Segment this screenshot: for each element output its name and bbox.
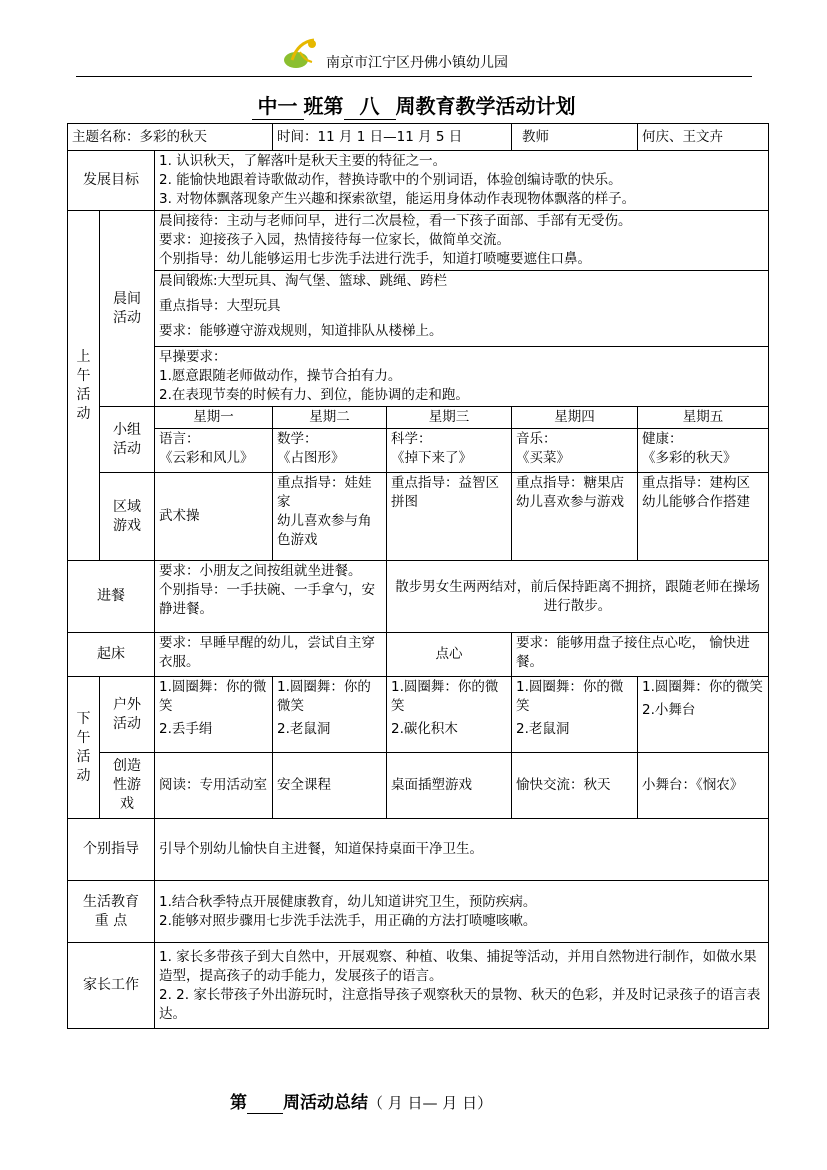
title-mid2: 周教育教学活动计划 — [395, 94, 576, 118]
school-name: 南京市江宁区丹佛小镇幼儿园 — [326, 55, 508, 71]
exercise-line: 晨间锻炼:大型玩具、淘气堡、篮球、跳绳、跨栏 — [159, 273, 448, 289]
outdoor-cell-friday — [638, 677, 769, 753]
goal-item: 1. 认识秋天，了解落叶是秋天主要的特征之一。 — [159, 153, 447, 169]
area-cell-wednesday — [387, 473, 512, 561]
group-cell-monday — [155, 429, 273, 473]
group-title: 《占图形》 — [277, 450, 345, 466]
day-monday: 星期一 — [155, 407, 273, 429]
snack-label: 点心 — [387, 633, 512, 677]
group-cell-thursday — [512, 429, 638, 473]
goal-item: 3. 对物体飘落现象产生兴趣和探索欲望，能运用身体动作表现物体飘落的样子。 — [159, 191, 636, 207]
creative-cell-monday: 阅读：专用活动室 — [155, 753, 273, 819]
individual-content: 引导个别幼儿愉快自主进餐，知道保持桌面干净卫生。 — [155, 819, 769, 881]
area-line: 幼儿能够合作搭建 — [642, 494, 751, 510]
reception-line: 个别指导：幼儿能够运用七步洗手法进行洗手，知道打喷嚏要遮住口鼻。 — [159, 251, 591, 267]
page-header — [76, 36, 752, 77]
drill-line: 早操要求： — [159, 349, 227, 365]
title-class: 中一 — [252, 90, 304, 120]
drill-line: 2.在表现节奏的时候有力、到位，能协调的走和跑。 — [159, 387, 469, 403]
creative-cell-friday: 小舞台：《悯农》 — [638, 753, 769, 819]
group-cell-wednesday — [387, 429, 512, 473]
outdoor-line: 1.圆圈舞：你的微笑 — [642, 679, 763, 695]
group-title: 《多彩的秋天》 — [642, 450, 737, 466]
day-friday: 星期五 — [638, 407, 769, 429]
summary-prefix: 第 — [230, 1093, 247, 1113]
parents-content — [155, 943, 769, 1029]
area-cell-tuesday — [273, 473, 387, 561]
area-line: 重点指导：建构区 — [642, 475, 751, 491]
plan-table — [67, 123, 769, 1029]
group-cell-friday — [638, 429, 769, 473]
outdoor-line: 2.小舞台 — [642, 702, 696, 718]
area-line: 幼儿喜欢参与角色游戏 — [277, 513, 372, 548]
area-line: 重点指导：益智区 — [391, 475, 499, 491]
outdoor-line: 2.老鼠洞 — [277, 721, 331, 737]
outdoor-label: 户外 活动 — [100, 677, 155, 753]
area-line: 重点指导：娃娃家 — [277, 475, 372, 510]
outdoor-line: 2.碳化积木 — [391, 721, 458, 737]
day-wednesday: 星期三 — [387, 407, 512, 429]
group-title: 《云彩和风儿》 — [159, 450, 254, 466]
outdoor-cell-thursday — [512, 677, 638, 753]
outdoor-line: 2.丢手绢 — [159, 721, 213, 737]
day-tuesday: 星期二 — [273, 407, 387, 429]
area-line: 重点指导：糖果店 — [516, 475, 625, 491]
group-subject: 语言： — [159, 431, 200, 447]
outdoor-cell-tuesday — [273, 677, 387, 753]
summary-title: 周活动总结 — [283, 1093, 368, 1113]
area-line: 幼儿喜欢参与游戏 — [516, 494, 625, 510]
reception-content — [155, 211, 769, 271]
title-week: 八 — [344, 90, 396, 120]
wake-left: 要求：早睡早醒的幼儿，尝试自主穿衣服。 — [155, 633, 387, 677]
creative-cell-tuesday: 安全课程 — [273, 753, 387, 819]
outdoor-cell-wednesday — [387, 677, 512, 753]
meal-right: 散步男女生两两结对，前后保持距离不拥挤，跟随老师在操场进行散步。 — [387, 561, 769, 633]
group-subject: 科学： — [391, 431, 432, 447]
group-cell-tuesday — [273, 429, 387, 473]
wake-right: 要求：能够用盘子接住点心吃， 愉快进餐。 — [512, 633, 769, 677]
exercise-content — [155, 271, 769, 347]
outdoor-line: 1.圆圈舞：你的微笑 — [516, 679, 624, 714]
group-subject: 健康： — [642, 431, 683, 447]
kindergarten-logo-icon — [282, 38, 322, 72]
morning-side-label: 上 午 活 动 — [68, 211, 100, 561]
meal-line: 个别指导：一手扶碗、一手拿勺，安静进餐。 — [159, 582, 375, 617]
goals-content — [155, 151, 769, 211]
life-line: 1.结合秋季特点开展健康教育，幼儿知道讲究卫生，预防疾病。 — [159, 893, 537, 910]
life-line: 2.能够对照步骤用七步洗手法洗手，用正确的方法打喷嚏咳嗽。 — [159, 912, 537, 929]
afternoon-side-label: 下 午 活 动 — [68, 677, 100, 819]
drill-line: 1.愿意跟随老师做动作，操节合拍有力。 — [159, 368, 402, 384]
morning-activity-label: 晨间 活动 — [100, 211, 155, 407]
meal-line: 要求：小朋友之间按组就坐进餐。 — [159, 563, 362, 579]
parents-label: 家长工作 — [68, 943, 155, 1029]
teacher-names: 何庆、王文卉 — [638, 124, 769, 151]
outdoor-cell-monday — [155, 677, 273, 753]
outdoor-line: 2.老鼠洞 — [516, 721, 570, 737]
exercise-line: 重点指导：大型玩具 — [159, 298, 281, 314]
area-cell-monday — [155, 473, 273, 561]
parents-line: 2. 2. 家长带孩子外出游玩时，注意指导孩子观察秋天的景物、秋天的色彩，并及时记录孩子的语言表达。 — [159, 986, 761, 1022]
meal-label: 进餐 — [68, 561, 155, 633]
group-subject: 音乐： — [516, 431, 557, 447]
outdoor-line: 1.圆圈舞：你的微笑 — [391, 679, 499, 714]
group-title: 《买菜》 — [516, 450, 571, 466]
theme-cell: 主题名称：多彩的秋天 — [68, 124, 273, 151]
time-cell: 时间：11 月 1 日—11 月 5 日 — [273, 124, 512, 151]
group-subject: 数学： — [277, 431, 318, 447]
exercise-line: 要求：能够遵守游戏规则，知道排队从楼梯上。 — [159, 323, 443, 339]
reception-line: 要求：迎接孩子入园，热情接待每一位家长，做简单交流。 — [159, 232, 510, 248]
creative-cell-wednesday: 桌面插塑游戏 — [387, 753, 512, 819]
group-title: 《掉下来了》 — [391, 450, 472, 466]
weekly-summary-heading — [230, 1088, 492, 1114]
teacher-label: 教师 — [512, 124, 638, 151]
drill-content — [155, 347, 769, 407]
area-cell-friday — [638, 473, 769, 561]
outdoor-line: 1.圆圈舞：你的微笑 — [277, 679, 371, 714]
outdoor-line: 1.圆圈舞：你的微笑 — [159, 679, 267, 714]
life-content — [155, 881, 769, 943]
summary-week-blank — [247, 1093, 283, 1114]
area-cell-thursday — [512, 473, 638, 561]
creative-cell-thursday: 愉快交流：秋天 — [512, 753, 638, 819]
parents-line: 1. 家长多带孩子到大自然中，开展观察、种植、收集、捕捉等活动，并用自然物进行制作，如做水果造型，提高孩子的动手能力，发展孩子的语言。 — [159, 948, 757, 984]
goal-item: 2. 能愉快地跟着诗歌做动作，替换诗歌中的个别词语，体验创编诗歌的快乐。 — [159, 172, 622, 188]
group-activity-label: 小组 活动 — [100, 407, 155, 473]
wake-label: 起床 — [68, 633, 155, 677]
individual-label: 个别指导 — [68, 819, 155, 881]
meal-left — [155, 561, 387, 633]
area-line: 武术操 — [159, 508, 200, 524]
day-thursday: 星期四 — [512, 407, 638, 429]
creative-game-label: 创造 性游 戏 — [100, 753, 155, 819]
reception-line: 晨间接待：主动与老师问早，进行二次晨检，看一下孩子面部、手部有无受伤。 — [159, 213, 632, 229]
page-title — [0, 90, 827, 120]
area-line: 拼图 — [391, 494, 418, 510]
title-mid1: 班第 — [303, 94, 344, 118]
life-label: 生活教育 重 点 — [68, 881, 155, 943]
goals-label: 发展目标 — [68, 151, 155, 211]
summary-dates: （ 月 日— 月 日） — [368, 1094, 493, 1112]
area-game-label: 区域 游戏 — [100, 473, 155, 561]
